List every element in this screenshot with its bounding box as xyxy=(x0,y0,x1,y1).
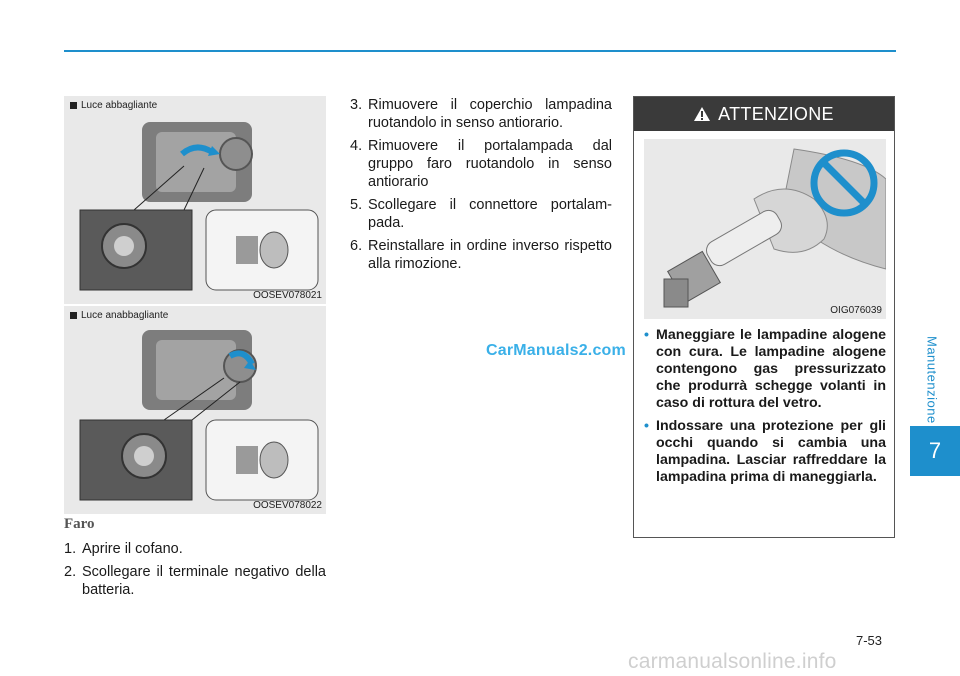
hand-holding-bulb-illustration xyxy=(644,139,886,319)
bullet-icon: • xyxy=(644,327,649,343)
warning-item xyxy=(644,327,886,412)
step-number: 2. xyxy=(64,564,77,580)
step-item xyxy=(350,96,612,132)
figure-caption-text: Luce anabbagliante xyxy=(81,310,169,321)
steps-list-left xyxy=(64,540,326,604)
step-item xyxy=(350,196,612,232)
warning-box xyxy=(633,96,895,538)
figure-high-beam xyxy=(64,96,326,304)
headlamp-low-beam-illustration xyxy=(64,306,326,514)
figure-code: OOSEV078021 xyxy=(253,290,322,301)
footer-watermark[interactable]: carmanualsonline.info xyxy=(628,650,837,673)
step-text: Scollegare il terminale negativo della batteria. xyxy=(82,564,326,598)
headlamp-high-beam-illustration xyxy=(64,96,326,304)
page-number: 7-53 xyxy=(856,633,883,648)
warning-triangle-icon xyxy=(694,107,710,121)
warning-image-code: OIG076039 xyxy=(830,305,882,316)
step-text: Rimuovere il coperchio lampadina ruotandolo in senso antiorario. xyxy=(368,97,612,131)
figure-caption-text: Luce abbagliante xyxy=(81,100,158,111)
step-number: 4. xyxy=(350,138,363,154)
step-number: 3. xyxy=(350,97,363,113)
step-item xyxy=(350,237,612,273)
step-item xyxy=(64,563,326,599)
caption-square-icon xyxy=(70,312,77,319)
step-text: Scollegare il connettore portalam-pada. xyxy=(368,197,612,231)
figure-caption xyxy=(70,100,157,111)
figure-code: OOSEV078022 xyxy=(253,500,322,511)
step-item xyxy=(350,137,612,191)
step-number: 1. xyxy=(64,541,77,557)
step-text: Rimuovere il portalampada dal gruppo faro ruotandolo in senso antiorario xyxy=(368,138,612,190)
step-number: 6. xyxy=(350,238,363,254)
steps-list-middle xyxy=(350,96,612,278)
warning-title: ATTENZIONE xyxy=(718,103,834,124)
top-rule xyxy=(64,50,896,52)
warning-list xyxy=(644,327,886,492)
step-text: Reinstallare in ordine inverso rispetto alla rimozione. xyxy=(368,238,612,272)
figure-caption xyxy=(70,310,168,321)
warning-header xyxy=(634,97,894,131)
chapter-label: Manutenzione xyxy=(924,336,940,424)
bullet-icon: • xyxy=(644,418,649,434)
step-item xyxy=(64,540,326,558)
warning-illustration xyxy=(644,139,886,319)
figure-low-beam xyxy=(64,306,326,514)
warning-item xyxy=(644,418,886,486)
warning-item-text: Maneggiare le lampadine alogene con cura. Le lampadine alogene contengono gas pressurizzato che produrrà schegge volanti in caso di rottura del vetro. xyxy=(656,327,886,411)
step-text: Aprire il cofano. xyxy=(82,541,183,557)
chapter-number-tab[interactable]: 7 xyxy=(910,426,960,476)
site-watermark[interactable]: CarManuals2.com xyxy=(486,342,626,359)
warning-item-text: Indossare una protezione per gli occhi quando si cambia una lampadina. Lasciar raffreddare la lampadina prima di maneggiarla. xyxy=(656,418,886,485)
caption-square-icon xyxy=(70,102,77,109)
section-heading: Faro xyxy=(64,516,95,532)
step-number: 5. xyxy=(350,197,363,213)
